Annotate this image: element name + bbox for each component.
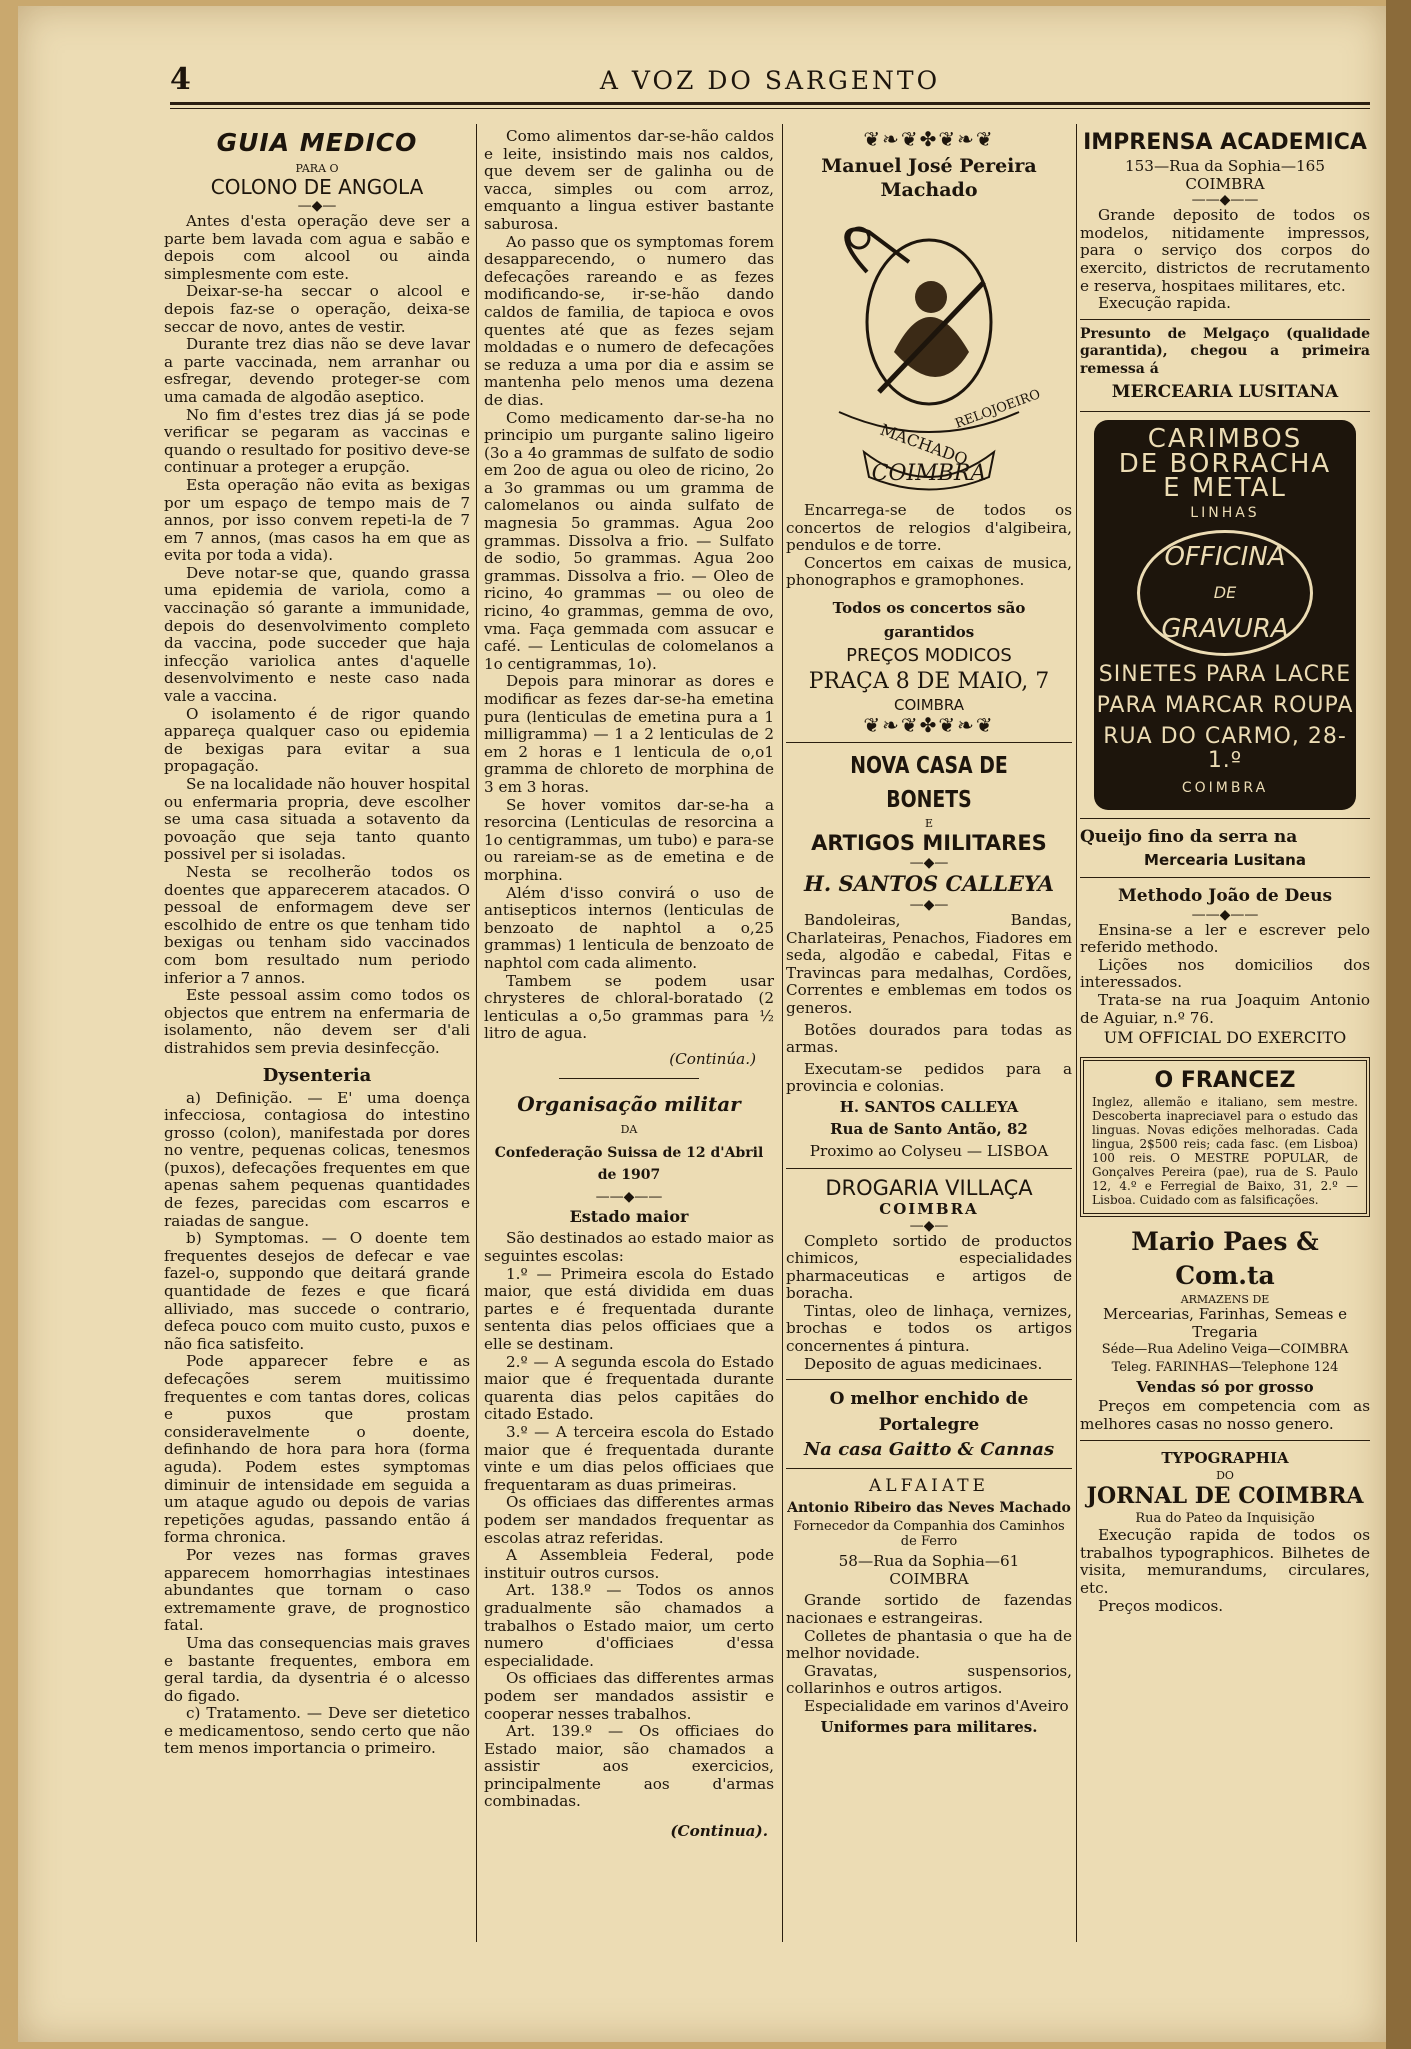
ad-paragraph: Grande sortido de fazendas nacionaes e estrangeiras. bbox=[786, 1591, 1072, 1628]
header-rule-thin bbox=[170, 108, 1370, 109]
ad-paragraph: Botões dourados para todas as armas. bbox=[786, 1020, 1072, 1057]
paragraph: Os officiaes das differentes armas podem ser mandados frequentar as escolas atraz referidas. bbox=[484, 1493, 774, 1547]
ad-paragraph: Grande deposito de todos os modelos, nitidamente impressos, para o serviço dos corpos do exercito, districtos de recrutamento e reserva, hospitaes militares, etc. bbox=[1080, 206, 1370, 295]
ad-paragraph: Bandoleiras, Bandas, Charlateiras, Penachos, Fiadores em seda, algodão e cabedal, Fitas e Travincas para medalhas, Cordões, Correntes e emblemas em todos os generos. bbox=[786, 910, 1072, 1017]
paragraph: Art. 138.º — Todos os annos gradualmente são chamados a trabalhos o Estado maior, um certo numero d'officiaes d'essa especialidade. bbox=[484, 1581, 774, 1670]
ad-city: COIMBRA bbox=[893, 695, 964, 714]
ad-address: 153—Rua da Sophia—165 bbox=[1124, 157, 1326, 175]
paragraph: Este pessoal assim como todos os objectos que entrem na enfermaria de isolamento, não devem ser d'ali distrahidos sem previa desinfecção. bbox=[164, 986, 470, 1057]
ad-subtitle: DO bbox=[1216, 1468, 1234, 1482]
ad-subtitle: ARMAZENS DE bbox=[1180, 1293, 1270, 1307]
badge-line: DE BORRACHA bbox=[1118, 448, 1332, 479]
paragraph: Como alimentos dar-se-hão caldos e leite, insistindo mais nos caldos, que devem ser de galinha ou de vacca, simples ou com arroz, emquanto a lingua estiver bastante saburosa. bbox=[484, 128, 774, 233]
divider-ornament: —◆— bbox=[297, 198, 337, 214]
ad-title: IMPRENSA ACADEMICA bbox=[1083, 130, 1367, 155]
ad-rule bbox=[1080, 818, 1370, 819]
ad-title: O FRANCEZ bbox=[1154, 1068, 1296, 1094]
continua-note: (Continua). bbox=[670, 1822, 768, 1841]
divider-ornament: ——◆—— bbox=[1191, 906, 1259, 923]
ad-paragraph: Tintas, oleo de linhaça, vernizes, brochas e todos os artigos concernentes á pintura. bbox=[786, 1301, 1072, 1356]
paragraph: Tambem se podem usar chrysteres de chloral-boratado (2 lenticulas a o,5o grammas para ½ litro de agua. bbox=[484, 971, 774, 1043]
page-edge bbox=[1386, 0, 1411, 2049]
ad-address: 58—Rua da Sophia—61 bbox=[838, 1552, 1020, 1571]
article-subtitle: COLONO DE ANGOLA bbox=[210, 175, 424, 199]
badge-circle-line: OFFICINA bbox=[1164, 541, 1286, 572]
paragraph: c) Tratamento. — Deve ser dietetico e medicamentoso, sendo certo que não tem menos importancia o primeiro. bbox=[164, 1704, 470, 1758]
paragraph: Pode apparecer febre e as defecações serem muitissimo frequentes e com tantas dores, colicas e puxos que prostam consideravelmente o doente, definhando de hora para hora (forma aguda). Podem estes symptomas diminuir de intensidade em seguida a um ataque agudo ou depois de varias repetições agudas, passando então á forma chronica. bbox=[164, 1352, 470, 1547]
article-subtitle: Confederação Suissa de 12 d'Abril de 1907 bbox=[494, 1145, 764, 1184]
ad-paragraph: Concertos em caixas de musica, phonographos e gramophones. bbox=[786, 553, 1072, 590]
ad-paragraph: Deposito de aguas medicinaes. bbox=[804, 1354, 1043, 1373]
paragraph: Nesta se recolherão todos os doentes que apparecerem atacados. O pessoal de enformagem deve ser escolhido de entre os que tenham tido bexigas ou tenham sido vaccinados com bom resultado num periodo inferior a 7 annos. bbox=[164, 862, 470, 987]
paragraph: Esta operação não evita as bexigas por um espaço de tempo mais de 7 annos, por isso convem repeti-la de 7 em 7 annos, (mas casos ha em que as evita por toda a vida). bbox=[164, 475, 470, 565]
ad-paragraph: Presunto de Melgaço (qualidade garantida), chegou a primeira remessa á bbox=[1080, 325, 1370, 377]
paragraph: São destinados ao estado maior as seguintes escolas: bbox=[484, 1229, 774, 1266]
masthead: A VOZ DO SARGENTO bbox=[599, 66, 941, 95]
ad-subtitle: ARTIGOS MILITARES bbox=[811, 830, 1047, 855]
badge-side-text: LINHAS bbox=[1190, 505, 1260, 522]
ad-paragraph: Trata-se na rua Joaquim Antonio de Aguiar, n.º 76. bbox=[1080, 990, 1370, 1027]
ad-paragraph: Ensina-se a ler e escrever pelo referido methodo. bbox=[1080, 920, 1370, 957]
section-title: Dysenteria bbox=[262, 1064, 372, 1086]
ad-paragraph: Colletes de phantasia o que ha de melhor novidade. bbox=[786, 1626, 1072, 1663]
ad-title: Methodo João de Deus bbox=[1117, 885, 1333, 906]
ad-rule bbox=[1080, 877, 1370, 878]
paragraph: Se na localidade não houver hospital ou enfermaria propria, deve escolher se uma casa situada a sotavento da povoação que seja tanto quanto possivel per si isoladas. bbox=[164, 775, 470, 864]
badge-line: PARA MARCAR ROUPA bbox=[1096, 693, 1354, 719]
ad-paragraph: Gravatas, suspensorios, collarinhos e outros artigos. bbox=[786, 1661, 1072, 1698]
badge-line: SINETES PARA LACRE bbox=[1098, 662, 1352, 687]
ad-title: Mario Paes & Com.ta bbox=[1131, 1227, 1319, 1291]
column-divider bbox=[476, 124, 477, 1942]
logo-text-right: RELOJOEIRO bbox=[953, 387, 1043, 432]
ad-phone: Teleg. FARINHAS—Telephone 124 bbox=[1111, 1359, 1339, 1375]
ad-name: Antonio Ribeiro das Neves Machado bbox=[787, 1500, 1071, 1517]
column-medical-continued bbox=[484, 128, 774, 1942]
ad-address: PRAÇA 8 DE MAIO, 7 bbox=[808, 668, 1050, 694]
ad-city: COIMBRA bbox=[889, 1569, 969, 1588]
ad-paragraph: Encarrega-se de todos os concertos de relogios d'algibeira, pendulos e de torre. bbox=[786, 501, 1072, 555]
ad-rule bbox=[1080, 1440, 1370, 1441]
column-divider bbox=[782, 124, 783, 1942]
paragraph: O isolamento é de rigor quando appareça qualquer caso ou epidemia de bexigas para evitar a sua propagação. bbox=[164, 704, 470, 776]
paragraph: Deixar-se-ha seccar o alcool e depois faz-se o operação, deixa-se seccar de novo, antes de vestir. bbox=[164, 282, 470, 336]
badge-circle bbox=[1137, 530, 1313, 656]
paragraph: Antes d'esta operação deve ser a parte bem lavada com agua e sabão e depois com alcool ou ainda simplesmente com este. bbox=[164, 212, 470, 283]
badge-line: RUA DO CARMO, 28-1.º bbox=[1103, 724, 1347, 774]
ad-shop: MERCEARIA LUSITANA bbox=[1111, 381, 1339, 402]
divider-ornament: ——◆—— bbox=[595, 1189, 663, 1206]
ad-title: O melhor enchido de Portalegre bbox=[829, 1389, 1029, 1436]
paragraph: Art. 139.º — Os officiaes do Estado maior, são chamados a assistir aos exercicios, principalmente aos d'armas combinadas. bbox=[484, 1722, 774, 1811]
rubber-stamp-advertisement bbox=[1094, 420, 1356, 810]
paragraph: Deve notar-se que, quando grassa uma epidemia de variola, como a vaccinação só garante a immunidade, depois do desenvolvimento completo da vaccina, pode succeder que haja infecção variolica antes d'aquelle desenvolvimento e neste caso nada vale a vaccina. bbox=[164, 563, 470, 706]
francez-ad-box bbox=[1080, 1057, 1370, 1217]
paragraph: 3.º — A terceira escola do Estado maior que é frequentada durante vinte e um dias pelos officiaes que frequentaram as duas primeiras. bbox=[484, 1423, 774, 1494]
logo-text-top: MACHADO bbox=[877, 419, 971, 470]
logo-text-bottom: COIMBRA bbox=[871, 461, 987, 486]
ad-address: Rua de Santo Antão, 82 bbox=[830, 1119, 1028, 1138]
ad-city: COIMBRA bbox=[879, 1199, 979, 1218]
ad-highlight: Uniformes para militares. bbox=[820, 1717, 1038, 1736]
ad-address: Séde—Rua Adelino Veiga—COIMBRA bbox=[1101, 1342, 1349, 1358]
ad-goods: Mercearias, Farinhas, Semeas e Tregaria bbox=[1102, 1305, 1348, 1341]
ad-shop: Mercearia Lusitana bbox=[1144, 850, 1306, 869]
paragraph: Se hover vomitos dar-se-ha a resorcina (Lenticulas de resorcina a 1o centigrammas, um tubo) e para-se ou rareiam-se as de emetina e de morphina. bbox=[484, 795, 774, 884]
ad-paragraph: Lições nos domicilios dos interessados. bbox=[1080, 955, 1370, 992]
paragraph: 2.º — A segunda escola do Estado maior que é frequentada durante quarenta dias pelos capitães do citado Estado. bbox=[484, 1352, 774, 1424]
ad-paragraph: Preços em competencia com as melhores casas no nosso genero. bbox=[1080, 1397, 1370, 1434]
page-number: 4 bbox=[170, 62, 191, 97]
paragraph: Os officiaes das differentes armas podem ser mandados assistir e cooperar nesses trabalhos. bbox=[484, 1669, 774, 1723]
column-advertisements-2 bbox=[1080, 128, 1370, 1942]
paragraph: Além d'isso convirá o uso de antisepticos internos (lenticulas de benzoato de naphtol a o,25 grammas) 1 lenticula de benzoato de naphtol com cada alimento. bbox=[484, 883, 774, 972]
ad-rule bbox=[786, 1168, 1072, 1169]
ad-paragraph: Preços modicos. bbox=[1098, 1596, 1224, 1615]
ad-rule bbox=[1080, 319, 1370, 320]
ad-role: Fornecedor da Companhia dos Caminhos de Ferro bbox=[793, 1519, 1065, 1550]
divider-ornament: —◆— bbox=[909, 854, 949, 871]
ad-guarantee: Todos os concertos são garantidos bbox=[832, 598, 1026, 641]
ad-highlight: Vendas só por grosso bbox=[1136, 1378, 1314, 1397]
column-divider bbox=[1076, 124, 1077, 1942]
badge-circle-line: GRAVURA bbox=[1161, 613, 1289, 644]
ad-owner: H. SANTOS CALLEYA bbox=[839, 1097, 1019, 1116]
paragraph: Uma das consequencias mais graves e bastante frequentes, embora em geral tardia, da dysentria é o alcesso do figado. bbox=[164, 1633, 470, 1705]
ad-title: Queijo fino da serra na bbox=[1080, 826, 1298, 847]
ad-title-e: E bbox=[924, 816, 934, 830]
ad-title: ALFAIATE bbox=[869, 1476, 989, 1497]
paragraph: Por vezes nas formas graves apparecem homorrhagias intestinaes abundantes que tornam o caso extremamente grave, de prognostico fatal. bbox=[164, 1545, 470, 1635]
ad-rule bbox=[786, 1468, 1072, 1469]
paragraph: 1.º — Primeira escola do Estado maior, que está dividida em duas partes e é frequentada durante sententa dias pelos officiaes que a elle se destinam. bbox=[484, 1264, 774, 1354]
ad-prices: PREÇOS MODICOS bbox=[846, 644, 1012, 666]
ad-address: Rua do Pateo da Inquisição bbox=[1135, 1510, 1315, 1526]
article-subtitle-para: PARA O bbox=[295, 162, 339, 175]
ad-signature: UM OFFICIAL DO EXERCITO bbox=[1103, 1028, 1347, 1048]
ad-owner: H. SANTOS CALLEYA bbox=[803, 870, 1054, 896]
ad-rule bbox=[786, 742, 1072, 743]
ad-paragraph: Executam-se pedidos para a provincia e colonias. bbox=[786, 1059, 1072, 1096]
ad-paragraph: Completo sortido de productos chimicos, especialidades pharmaceuticas e artigos de boracha. bbox=[786, 1231, 1072, 1303]
divider-ornament: —◆— bbox=[909, 1217, 949, 1234]
ad-paragraph: Especialidade em varinos d'Aveiro bbox=[804, 1697, 1069, 1715]
divider-ornament: ——◆—— bbox=[1191, 192, 1259, 209]
paragraph: A Assembleia Federal, pode instituir outros cursos. bbox=[484, 1546, 774, 1582]
paragraph: Como medicamento dar-se-ha no principio um purgante salino ligeiro (3o a 4o grammas de sulfato de sodio em 2oo de agua ou oleo de ricino, 2o a 3o grammas ou um gramma de calomelanos ou ainda sulfato de magnesia 5o grammas. Agua 2oo grammas. Dissolva a frio. — Sulfato de sodio, 5o grammas. Agua 2oo grammas. Dissolva a frio. — Oleo de ricino, 4o grammas — ou oleo de ricino, 4o grammas, gemma de ovo, vma. Faça gemmada com assucar e café. — Lenticulas de colomelanos a 1o centigrammas, 1o). bbox=[484, 408, 774, 673]
ad-title: TYPOGRAPHIA bbox=[1161, 1448, 1289, 1467]
badge-circle-line: DE bbox=[1213, 582, 1237, 602]
paragraph: a) Definição. — E' uma doença infecciosa, contagiosa do intestino grosso (colon), manifestada por dores no ventre, pequenas colicas, tenesmos (puxos), defecações frequentes em que apenas sahem pequenas quantidades de fezes, parecidas com escarros e raiadas de sangue. bbox=[164, 1088, 470, 1230]
decorative-border-top: ❦❧❦✤❦❧❦ bbox=[863, 128, 995, 151]
badge-line: CARIMBOS bbox=[1147, 424, 1303, 455]
paragraph: No fim d'estes trez dias já se pode verificar se pegaram as vaccinas e quando o resultado for positivo deve-se continuar a proteger a erupção. bbox=[164, 405, 470, 477]
ad-title: NOVA CASA DE BONETS bbox=[850, 752, 1008, 813]
ad-city: COIMBRA bbox=[1185, 174, 1265, 193]
newspaper-page bbox=[18, 6, 1386, 2042]
section-rule bbox=[559, 1078, 699, 1079]
ad-title: JORNAL DE COIMBRA bbox=[1086, 1482, 1364, 1509]
paragraph: Ao passo que os symptomas forem desapparecendo, o numero das defecações rareando e as fezes modificando-se, ir-se-hão dando caldos de familia, de tapioca e ovos quentes até que as fezes sejam moldadas e o numero de defecações se reduza a uma por dia e assim se mantenha pelo menos uma dezena de dias. bbox=[484, 232, 774, 409]
ad-subtitle: Na casa Gaitto & Cannas bbox=[803, 1439, 1055, 1461]
badge-line: E METAL bbox=[1163, 473, 1287, 504]
article-title: Organisação militar bbox=[517, 1092, 741, 1117]
ad-address: Proximo ao Colyseu — LISBOA bbox=[809, 1141, 1049, 1160]
paragraph: Depois para minorar as dores e modificar as fezes dar-se-ha emetina pura (lenticulas de emetina pura a 1 milligramma) — 1 a 2 lenticulas de 2 em 2 horas e 1 lenticula de o,o1 gramma de chloreto de morphina de 3 em 3 horas. bbox=[484, 672, 774, 796]
continua-note: (Continúa.) bbox=[669, 1049, 756, 1068]
ad-paragraph: Execução rapida de todos os trabalhos typographicos. Bilhetes de visita, memurandums, circulares, etc. bbox=[1080, 1526, 1370, 1598]
ad-rule bbox=[786, 1379, 1072, 1380]
article-title: GUIA MEDICO bbox=[216, 128, 418, 157]
divider-ornament: —◆— bbox=[909, 896, 949, 913]
ad-title: DROGARIA VILLAÇA bbox=[825, 1175, 1033, 1200]
badge-line: COIMBRA bbox=[1181, 780, 1269, 797]
ad-rule bbox=[1080, 411, 1370, 412]
trumpeter-logo-icon bbox=[809, 202, 1049, 502]
ad-paragraph: Execução rapida. bbox=[1098, 294, 1231, 313]
column-medical-guide bbox=[164, 128, 470, 1942]
ad-paragraph: Inglez, allemão e italiano, sem mestre. Descoberta inapreciavel para o estudo das linguas. Novas edições melhoradas. Cada lingua, 2$500 reis; cada fasc. (em Lisboa) 100 reis. O MESTRE POPULAR, de Gonçalves Pereira (pae), rua de S. Paulo 12, 4.º e Ferregial de Baixo, 31, 2.º — Lisboa. Cuidado com as falsificações. bbox=[1092, 1095, 1358, 1208]
header-rule bbox=[170, 102, 1370, 105]
section-title: Estado maior bbox=[569, 1207, 689, 1227]
article-subtitle-da: DA bbox=[620, 1123, 638, 1137]
advertiser-name: Manuel José Pereira Machado bbox=[821, 155, 1037, 201]
decorative-border-bottom: ❦❧❦✤❦❧❦ bbox=[863, 712, 995, 737]
paragraph: b) Symptomas. — O doente tem frequentes desejos de defecar e vae fazel-o, suppondo que deitará grande quantidade de fezes e que ficará alliviado, mas succede o contrario, defeca pouco com muito custo, puxos e não fica satisfeito. bbox=[164, 1229, 470, 1353]
page-header bbox=[170, 62, 1370, 98]
column-advertisements-1 bbox=[786, 128, 1072, 1942]
paragraph: Durante trez dias não se deve lavar a parte vaccinada, nem arranhar ou esfregar, devendo proteger-se com uma camada de algodão aseptico. bbox=[164, 335, 470, 406]
